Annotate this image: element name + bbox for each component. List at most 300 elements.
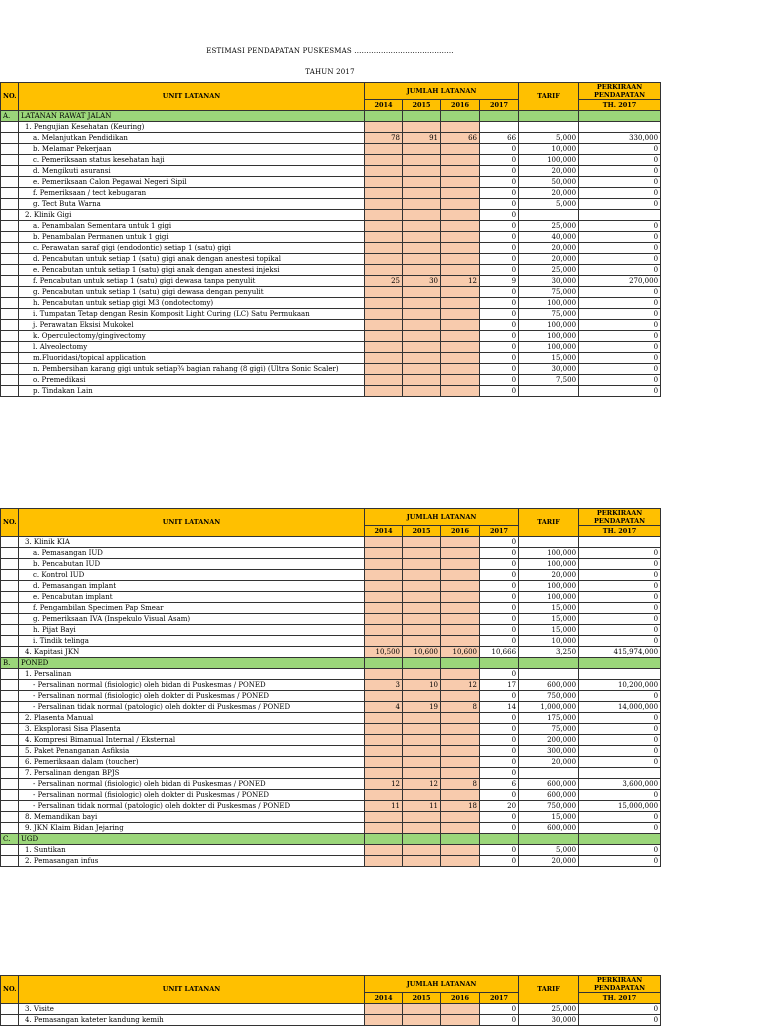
row-label: i. Tumpatan Tetap dengan Resin Komposit Light Curing (LC) Satu Permukaan [19, 309, 365, 320]
row-count-2017 [480, 122, 519, 133]
row-count-2015 [403, 353, 441, 364]
header-perkiraan: PERKIRAAN PENDAPATAN [579, 976, 661, 993]
row-count-2017: 9 [480, 276, 519, 287]
table-row [1, 133, 661, 144]
revenue-table-3 [0, 975, 661, 1026]
row-count-2017: 0 [480, 581, 519, 592]
row-label: b. Pencabutan IUD [19, 559, 365, 570]
row-count-2017: 0 [480, 823, 519, 834]
row-count-2015 [403, 669, 441, 680]
table-row [1, 254, 661, 265]
table-row [1, 625, 661, 636]
row-count-2014 [365, 790, 403, 801]
row-label: l. Alveolectomy [19, 342, 365, 353]
row-count-2015 [403, 559, 441, 570]
row-label: 7. Persalinan dengan BPJS [19, 768, 365, 779]
table-row [1, 845, 661, 856]
row-count-2017: 0 [480, 342, 519, 353]
row-count-2016 [441, 221, 480, 232]
row-label: UGD [19, 834, 365, 845]
row-pendapatan [579, 658, 661, 669]
row-count-2017: 0 [480, 1004, 519, 1015]
row-pendapatan: 0 [579, 856, 661, 867]
row-no [1, 581, 19, 592]
header-year-2016: 2016 [441, 993, 480, 1004]
row-no [1, 713, 19, 724]
row-label: c. Pemeriksaan status kesehatan haji [19, 155, 365, 166]
row-count-2017: 0 [480, 548, 519, 559]
row-count-2015 [403, 309, 441, 320]
row-count-2017: 14 [480, 702, 519, 713]
row-label: 4. Pemasangan kateter kandung kemih [19, 1015, 365, 1026]
row-count-2014 [365, 177, 403, 188]
row-label: 2. Klinik Gigi [19, 210, 365, 221]
row-count-2017: 0 [480, 331, 519, 342]
row-count-2014 [365, 221, 403, 232]
row-count-2014 [365, 603, 403, 614]
row-label: e. Pencabutan untuk setiap 1 (satu) gigi anak dengan anestesi injeksi [19, 265, 365, 276]
row-count-2017: 0 [480, 254, 519, 265]
row-pendapatan: 0 [579, 548, 661, 559]
row-tarif [519, 537, 579, 548]
row-count-2016 [441, 658, 480, 669]
table-row [1, 779, 661, 790]
row-pendapatan [579, 537, 661, 548]
row-count-2014 [365, 111, 403, 122]
row-label: f. Pengambilan Specimen Pap Smear [19, 603, 365, 614]
row-pendapatan: 0 [579, 603, 661, 614]
row-count-2016 [441, 669, 480, 680]
header-unit: UNIT LATANAN [19, 83, 365, 111]
row-label: i. Tindik telinga [19, 636, 365, 647]
row-no [1, 669, 19, 680]
row-count-2014 [365, 834, 403, 845]
row-no [1, 779, 19, 790]
row-label: - Persalinan normal (fisiologic) oleh bidan di Puskesmas / PONED [19, 680, 365, 691]
row-count-2016 [441, 155, 480, 166]
table-row [1, 287, 661, 298]
row-count-2015 [403, 845, 441, 856]
row-count-2016 [441, 331, 480, 342]
row-label: o. Premedikasi [19, 375, 365, 386]
row-label: a. Melanjutkan Pendidikan [19, 133, 365, 144]
row-label: b. Penambalan Permanen untuk 1 gigi [19, 232, 365, 243]
row-tarif: 75,000 [519, 724, 579, 735]
row-label: 3. Eksplorasi Sisa Plasenta [19, 724, 365, 735]
row-count-2017: 6 [480, 779, 519, 790]
row-count-2014 [365, 614, 403, 625]
row-count-2014: 12 [365, 779, 403, 790]
row-pendapatan: 330,000 [579, 133, 661, 144]
row-tarif: 200,000 [519, 735, 579, 746]
row-tarif: 600,000 [519, 823, 579, 834]
row-label: 3. Visite [19, 1004, 365, 1015]
table-row [1, 276, 661, 287]
row-count-2017: 17 [480, 680, 519, 691]
row-pendapatan: 0 [579, 1004, 661, 1015]
row-count-2017: 0 [480, 724, 519, 735]
row-tarif: 20,000 [519, 243, 579, 254]
table-row [1, 592, 661, 603]
row-pendapatan: 15,000,000 [579, 801, 661, 812]
row-count-2016 [441, 1004, 480, 1015]
header-unit: UNIT LATANAN [19, 976, 365, 1004]
row-count-2014 [365, 768, 403, 779]
row-count-2016: 8 [441, 702, 480, 713]
row-pendapatan: 0 [579, 342, 661, 353]
row-count-2016 [441, 298, 480, 309]
row-count-2015 [403, 757, 441, 768]
row-count-2015 [403, 548, 441, 559]
row-count-2015 [403, 658, 441, 669]
row-no [1, 265, 19, 276]
table-row [1, 199, 661, 210]
row-no [1, 768, 19, 779]
row-no [1, 309, 19, 320]
row-no [1, 243, 19, 254]
row-pendapatan: 0 [579, 287, 661, 298]
table-row [1, 801, 661, 812]
row-pendapatan: 3,600,000 [579, 779, 661, 790]
row-no [1, 614, 19, 625]
row-tarif [519, 834, 579, 845]
row-count-2017: 0 [480, 691, 519, 702]
row-count-2017: 0 [480, 320, 519, 331]
row-label: f. Pencabutan untuk setiap 1 (satu) gigi dewasa tanpa penyulit [19, 276, 365, 287]
row-tarif: 100,000 [519, 331, 579, 342]
row-no [1, 364, 19, 375]
row-tarif: 25,000 [519, 265, 579, 276]
row-count-2017: 0 [480, 188, 519, 199]
row-pendapatan: 270,000 [579, 276, 661, 287]
row-count-2017: 0 [480, 614, 519, 625]
row-tarif: 25,000 [519, 221, 579, 232]
row-count-2014 [365, 537, 403, 548]
row-label: m.Fluoridasi/topical application [19, 353, 365, 364]
row-count-2014 [365, 691, 403, 702]
header-year-2015: 2015 [403, 526, 441, 537]
row-count-2016: 18 [441, 801, 480, 812]
row-count-2016 [441, 735, 480, 746]
row-no [1, 342, 19, 353]
row-count-2015 [403, 188, 441, 199]
row-count-2016: 10,600 [441, 647, 480, 658]
row-count-2016: 12 [441, 680, 480, 691]
row-pendapatan: 0 [579, 724, 661, 735]
row-tarif [519, 658, 579, 669]
row-pendapatan [579, 768, 661, 779]
row-count-2015 [403, 823, 441, 834]
table-row [1, 614, 661, 625]
row-tarif: 40,000 [519, 232, 579, 243]
row-count-2016 [441, 320, 480, 331]
header-jumlah: JUMLAH LATANAN [365, 83, 519, 100]
row-count-2017: 0 [480, 746, 519, 757]
row-count-2016 [441, 177, 480, 188]
row-count-2015 [403, 199, 441, 210]
row-tarif: 10,000 [519, 636, 579, 647]
row-pendapatan: 0 [579, 309, 661, 320]
table-row [1, 353, 661, 364]
row-count-2017: 20 [480, 801, 519, 812]
table-row [1, 603, 661, 614]
row-count-2017: 0 [480, 812, 519, 823]
row-count-2016 [441, 856, 480, 867]
header-no: NO. [1, 83, 19, 111]
row-pendapatan: 0 [579, 188, 661, 199]
table-row [1, 735, 661, 746]
row-pendapatan: 0 [579, 713, 661, 724]
row-no [1, 177, 19, 188]
row-count-2017: 0 [480, 232, 519, 243]
row-count-2014 [365, 375, 403, 386]
row-count-2015 [403, 768, 441, 779]
table-row [1, 823, 661, 834]
row-tarif: 100,000 [519, 592, 579, 603]
row-label: g. Pencabutan untuk setiap 1 (satu) gigi dewasa dengan penyulit [19, 287, 365, 298]
header-jumlah: JUMLAH LATANAN [365, 509, 519, 526]
row-pendapatan: 0 [579, 243, 661, 254]
row-count-2014: 25 [365, 276, 403, 287]
row-count-2016 [441, 713, 480, 724]
row-count-2016 [441, 254, 480, 265]
row-tarif: 25,000 [519, 1004, 579, 1015]
document-title: ESTIMASI PENDAPATAN PUSKESMAS ......................................... [206, 47, 454, 55]
row-count-2014 [365, 287, 403, 298]
row-pendapatan: 10,200,000 [579, 680, 661, 691]
header-year-2014: 2014 [365, 100, 403, 111]
row-count-2017: 0 [480, 166, 519, 177]
row-label: a. Penambalan Sementara untuk 1 gigi [19, 221, 365, 232]
header-year-2017: 2017 [480, 100, 519, 111]
row-count-2016 [441, 768, 480, 779]
row-tarif: 30,000 [519, 364, 579, 375]
row-no [1, 155, 19, 166]
row-count-2016: 8 [441, 779, 480, 790]
table-row [1, 636, 661, 647]
header-year-2017: 2017 [480, 993, 519, 1004]
row-pendapatan: 14,000,000 [579, 702, 661, 713]
row-count-2017: 0 [480, 603, 519, 614]
row-count-2014 [365, 746, 403, 757]
row-count-2014 [365, 1004, 403, 1015]
row-count-2017: 0 [480, 636, 519, 647]
row-tarif [519, 669, 579, 680]
row-no [1, 298, 19, 309]
row-count-2014 [365, 713, 403, 724]
row-tarif: 100,000 [519, 298, 579, 309]
row-count-2015 [403, 386, 441, 397]
row-count-2014 [365, 823, 403, 834]
row-label: j. Perawatan Eksisi Mukokel [19, 320, 365, 331]
table-row [1, 768, 661, 779]
row-count-2017: 0 [480, 210, 519, 221]
row-tarif: 5,000 [519, 199, 579, 210]
row-pendapatan: 0 [579, 790, 661, 801]
row-count-2014 [365, 636, 403, 647]
header-perkiraan: PERKIRAAN PENDAPATAN [579, 83, 661, 100]
row-label: - Persalinan normal (fisiologic) oleh bidan di Puskesmas / PONED [19, 779, 365, 790]
table-row [1, 713, 661, 724]
row-no [1, 232, 19, 243]
row-pendapatan: 0 [579, 320, 661, 331]
row-label: - Persalinan tidak normal (patologic) oleh dokter di Puskesmas / PONED [19, 801, 365, 812]
row-pendapatan: 0 [579, 735, 661, 746]
row-count-2017: 0 [480, 386, 519, 397]
row-count-2016 [441, 614, 480, 625]
row-tarif: 20,000 [519, 166, 579, 177]
row-label: b. Melamar Pekerjaan [19, 144, 365, 155]
header-unit: UNIT LATANAN [19, 509, 365, 537]
row-tarif: 75,000 [519, 287, 579, 298]
row-no [1, 254, 19, 265]
header-year-2016: 2016 [441, 526, 480, 537]
row-count-2016 [441, 309, 480, 320]
row-count-2017: 0 [480, 287, 519, 298]
row-no: A. [1, 111, 19, 122]
row-count-2014 [365, 757, 403, 768]
row-count-2015 [403, 144, 441, 155]
table-row [1, 746, 661, 757]
row-count-2014 [365, 342, 403, 353]
row-tarif: 7,500 [519, 375, 579, 386]
header-year-2016: 2016 [441, 100, 480, 111]
row-count-2014: 10,500 [365, 647, 403, 658]
row-no: C. [1, 834, 19, 845]
row-count-2017: 0 [480, 177, 519, 188]
row-label: c. Perawatan saraf gigi (endodontic) setiap 1 (satu) gigi [19, 243, 365, 254]
row-count-2014 [365, 265, 403, 276]
row-count-2014 [365, 386, 403, 397]
row-no [1, 724, 19, 735]
row-count-2015: 10 [403, 680, 441, 691]
row-count-2016 [441, 625, 480, 636]
row-label: d. Mengikuti asuransi [19, 166, 365, 177]
row-count-2014 [365, 724, 403, 735]
row-count-2014 [365, 232, 403, 243]
row-pendapatan: 0 [579, 570, 661, 581]
row-pendapatan [579, 210, 661, 221]
row-count-2016: 66 [441, 133, 480, 144]
row-count-2016 [441, 581, 480, 592]
row-count-2016 [441, 199, 480, 210]
section-row [1, 834, 661, 845]
row-count-2016 [441, 636, 480, 647]
header-year-2014: 2014 [365, 993, 403, 1004]
row-no [1, 386, 19, 397]
row-label: p. Tindakan Lain [19, 386, 365, 397]
row-no [1, 548, 19, 559]
row-count-2015: 11 [403, 801, 441, 812]
row-count-2016 [441, 757, 480, 768]
row-label: 1. Persalinan [19, 669, 365, 680]
row-pendapatan: 0 [579, 812, 661, 823]
row-count-2015 [403, 155, 441, 166]
row-no [1, 287, 19, 298]
row-count-2016 [441, 122, 480, 133]
row-no [1, 603, 19, 614]
table-row [1, 155, 661, 166]
row-count-2016 [441, 592, 480, 603]
row-tarif: 100,000 [519, 559, 579, 570]
row-count-2014 [365, 210, 403, 221]
row-count-2016 [441, 559, 480, 570]
table-row [1, 647, 661, 658]
table-row [1, 320, 661, 331]
row-pendapatan: 0 [579, 625, 661, 636]
row-count-2014 [365, 298, 403, 309]
row-no [1, 537, 19, 548]
row-pendapatan: 0 [579, 757, 661, 768]
row-tarif: 300,000 [519, 746, 579, 757]
table-row [1, 757, 661, 768]
row-count-2017: 0 [480, 309, 519, 320]
row-count-2016 [441, 353, 480, 364]
row-pendapatan: 0 [579, 845, 661, 856]
header-jumlah: JUMLAH LATANAN [365, 976, 519, 993]
year-title: TAHUN 2017 [305, 68, 355, 76]
header-perkiraan: PERKIRAAN PENDAPATAN [579, 509, 661, 526]
table-row [1, 669, 661, 680]
header-tarif: TARIF [519, 976, 579, 1004]
row-count-2016 [441, 287, 480, 298]
row-tarif: 600,000 [519, 779, 579, 790]
row-count-2017: 0 [480, 592, 519, 603]
row-count-2016 [441, 210, 480, 221]
row-no [1, 1004, 19, 1015]
row-count-2017: 0 [480, 243, 519, 254]
row-count-2015 [403, 812, 441, 823]
row-label: e. Pemeriksaan Calon Pegawai Negeri Sipil [19, 177, 365, 188]
row-count-2017: 0 [480, 364, 519, 375]
row-count-2014 [365, 658, 403, 669]
row-tarif: 100,000 [519, 342, 579, 353]
row-pendapatan: 0 [579, 232, 661, 243]
row-count-2015 [403, 537, 441, 548]
row-label: g. Tect Buta Warna [19, 199, 365, 210]
row-pendapatan: 0 [579, 592, 661, 603]
table-row [1, 790, 661, 801]
row-count-2015 [403, 331, 441, 342]
row-count-2015 [403, 122, 441, 133]
row-no [1, 276, 19, 287]
row-count-2015 [403, 254, 441, 265]
section-row [1, 111, 661, 122]
row-count-2017: 0 [480, 735, 519, 746]
row-count-2017: 0 [480, 144, 519, 155]
row-no [1, 647, 19, 658]
row-count-2017: 0 [480, 856, 519, 867]
row-no [1, 133, 19, 144]
row-count-2016 [441, 548, 480, 559]
row-count-2015 [403, 735, 441, 746]
table-row [1, 812, 661, 823]
table-row [1, 1004, 661, 1015]
row-count-2017: 0 [480, 790, 519, 801]
header-th: TH. 2017 [579, 100, 661, 111]
row-label: f. Pemeriksaan / tect kebugaran [19, 188, 365, 199]
row-label: n. Pembersihan karang gigi untuk setiap¾ bagian rahang (8 gigi) (Ultra Sonic Scaler) [19, 364, 365, 375]
row-pendapatan: 0 [579, 166, 661, 177]
row-count-2014 [365, 331, 403, 342]
row-count-2015 [403, 592, 441, 603]
row-count-2015 [403, 625, 441, 636]
row-count-2016 [441, 603, 480, 614]
row-no [1, 331, 19, 342]
row-count-2014 [365, 570, 403, 581]
row-count-2017: 0 [480, 221, 519, 232]
row-count-2015: 91 [403, 133, 441, 144]
